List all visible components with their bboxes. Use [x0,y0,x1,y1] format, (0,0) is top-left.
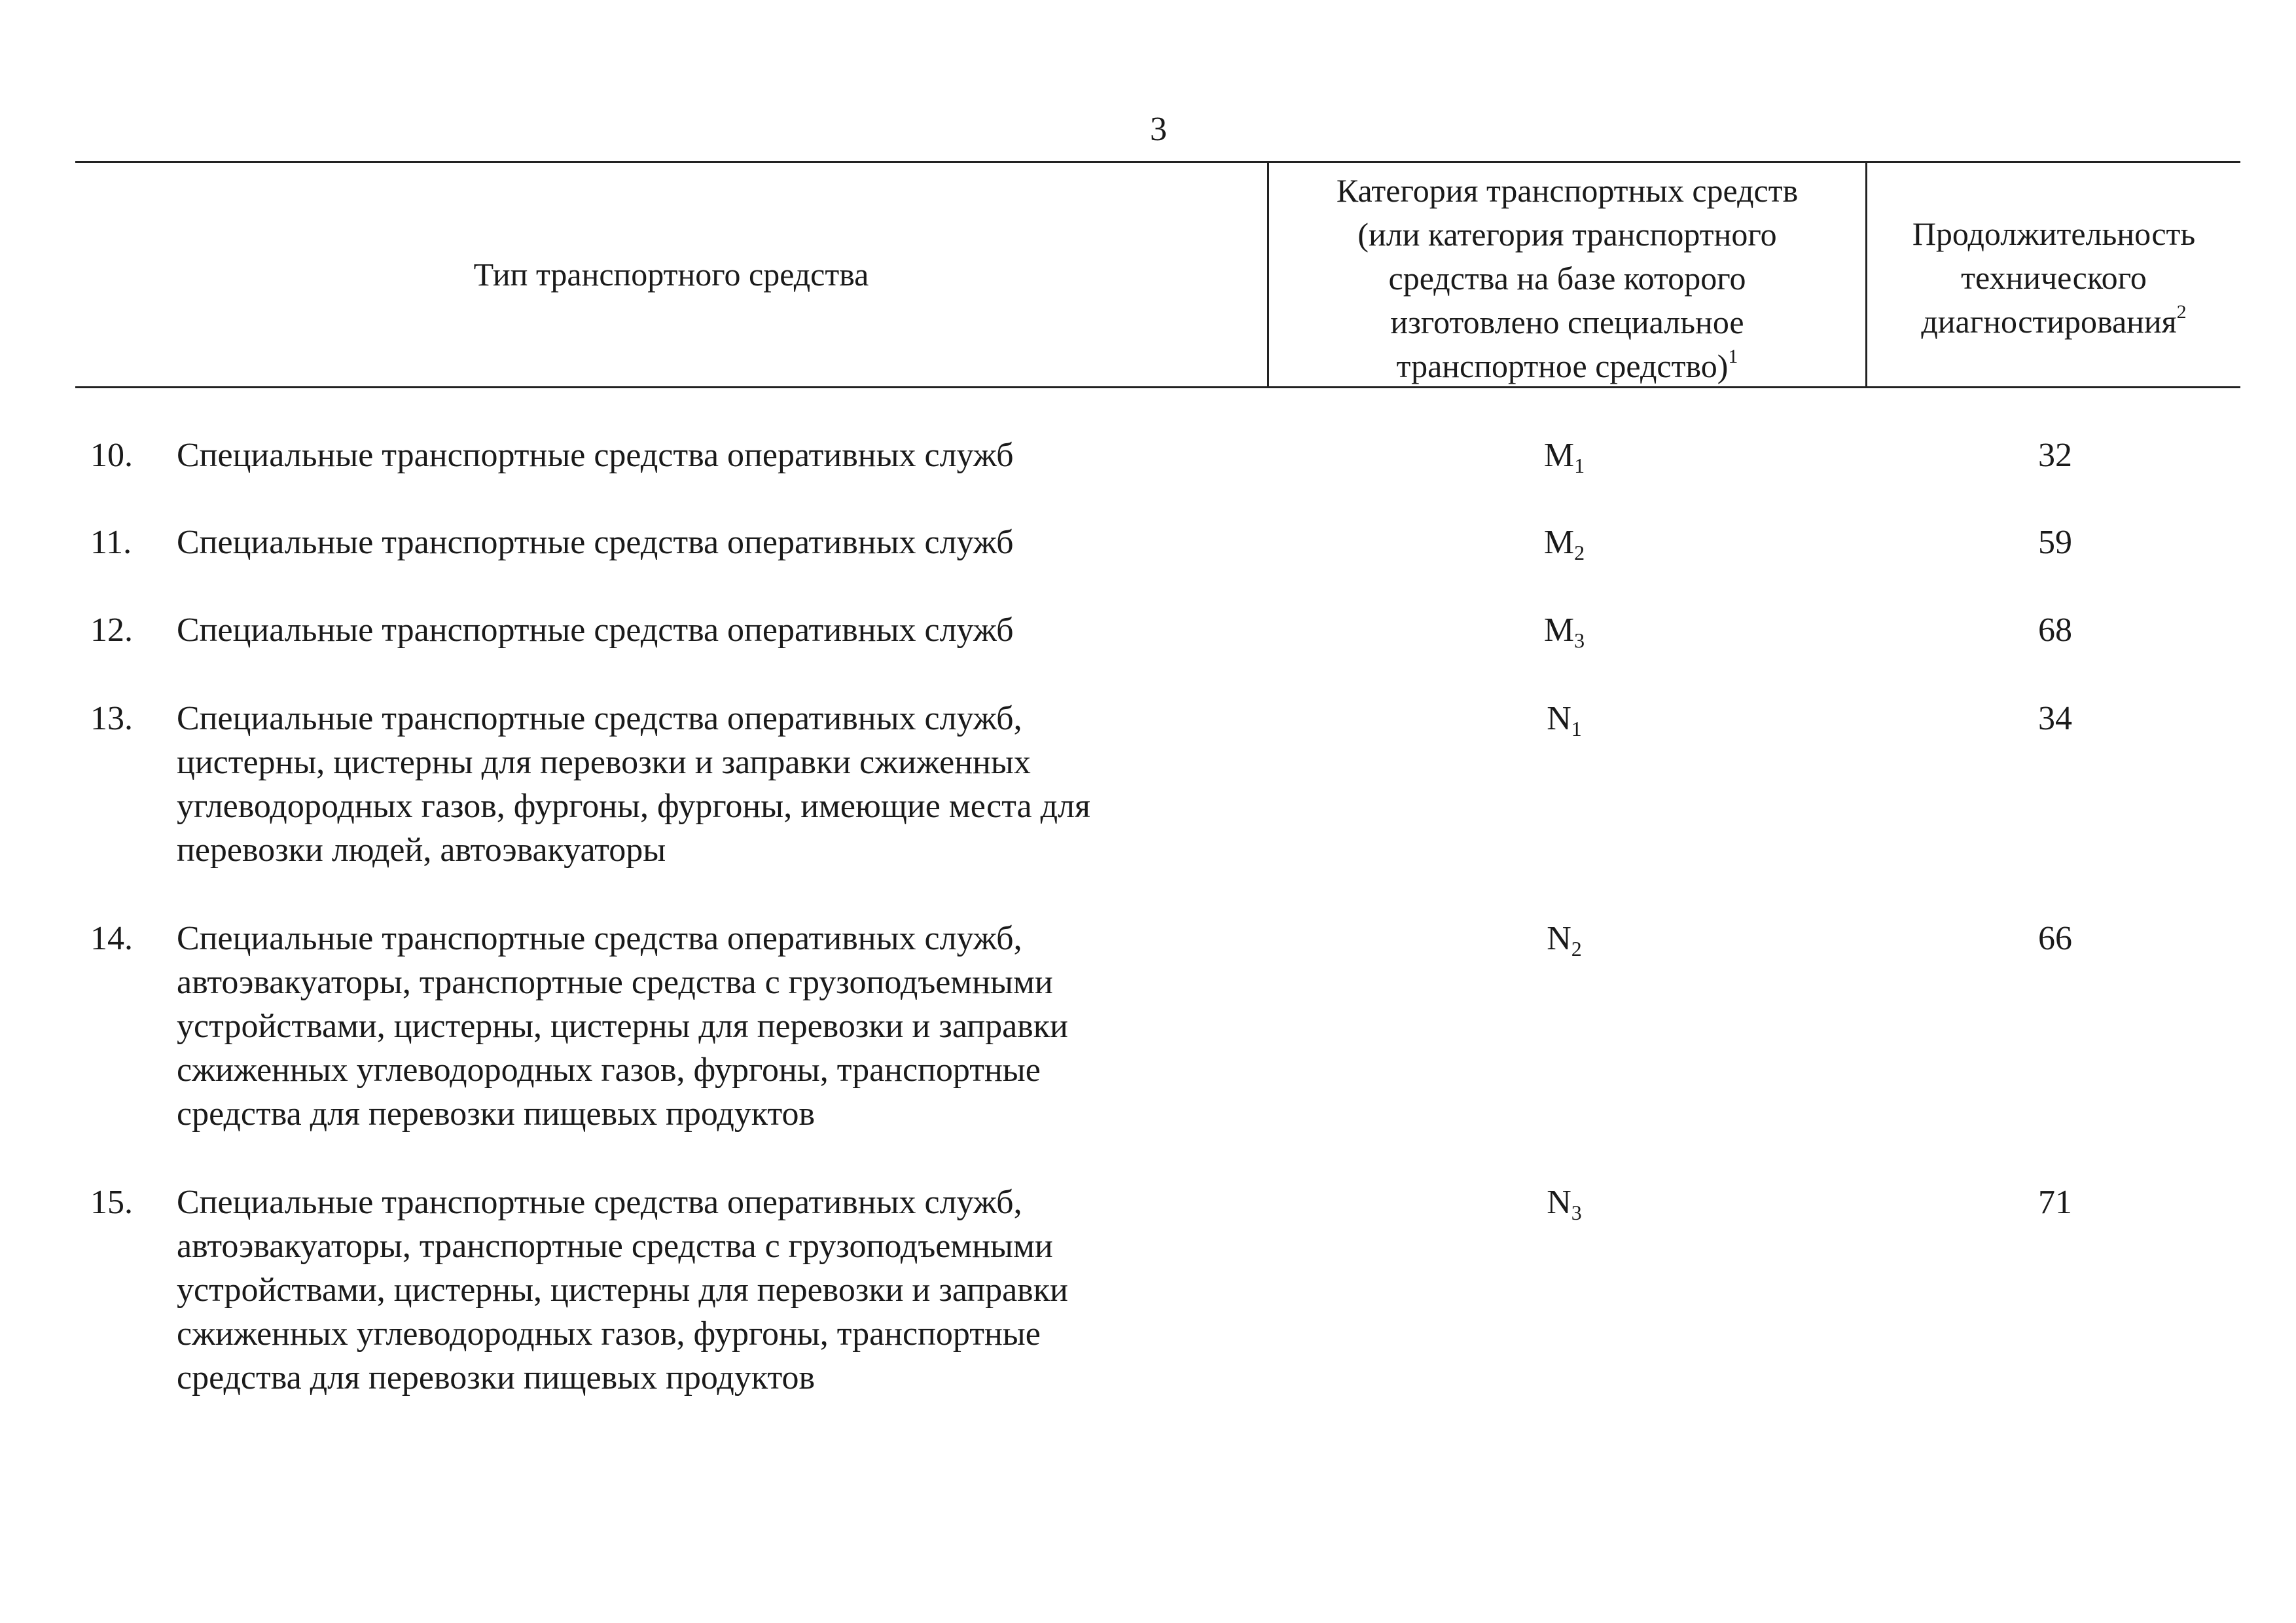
row-number: 15. [90,1184,133,1221]
category-subscript: 3 [1571,1201,1582,1224]
category-letter: N [1547,700,1571,737]
row-number: 14. [90,920,133,957]
header-duration-line: Продолжительность [1912,215,2196,252]
row-number: 13. [90,700,133,737]
category-letter: M [1543,437,1575,474]
row-type [177,1180,1250,1400]
row-type [177,917,1250,1136]
category-subscript: 2 [1571,937,1582,960]
header-category [1269,169,1865,388]
header-duration [1867,212,2240,344]
category-subscript: 3 [1574,629,1585,652]
row-type-line: Специальные транспортные средства оперативных служб, [177,920,1022,957]
row-type-line: автоэвакуаторы, транспортные средства с грузоподъемными [177,1228,1053,1265]
row-type-line: Специальные транспортные средства оперативных служб, [177,700,1022,737]
row-type-line: перевозки людей, автоэвакуаторы [177,831,666,869]
row-duration: 32 [2038,437,2072,474]
footnote-marker: 2 [2176,301,2187,323]
header-category-line: Категория транспортных средств [1336,172,1799,209]
category-letter: M [1543,524,1575,561]
category-letter: M [1543,611,1575,649]
row-number: 10. [90,437,133,474]
row-duration: 59 [2038,524,2072,561]
row-type-line: сжиженных углеводородных газов, фургоны, транспортные [177,1051,1041,1089]
row-number: 12. [90,611,133,649]
header-type-label: Тип транспортного средства [473,256,869,293]
row-category [1499,520,1630,564]
footnote-marker: 1 [1728,346,1738,367]
row-duration: 34 [2038,700,2072,737]
row-type-line: автоэвакуаторы, транспортные средства с грузоподъемными [177,964,1053,1001]
category-subscript: 1 [1574,454,1585,477]
header-category-line: изготовлено специальное [1390,304,1744,340]
category-letter: N [1547,920,1571,957]
header-duration-line: технического [1961,259,2147,296]
header-category-line: транспортное средство) [1396,348,1729,384]
header-type [75,253,1267,297]
row-type-line: углеводородных газов, фургоны, фургоны, имеющие места для [177,788,1090,825]
row-type-line: устройствами, цистерны, цистерны для перевозки и заправки [177,1008,1068,1045]
row-type [177,433,1250,477]
header-category-line: (или категория транспортного [1357,216,1777,253]
row-number: 11. [90,524,132,561]
category-letter: N [1547,1184,1571,1221]
row-type-line: средства для перевозки пищевых продуктов [177,1095,816,1133]
row-type-line: Специальные транспортные средства оперативных служб, [177,1184,1022,1221]
row-type-line: сжиженных углеводородных газов, фургоны, транспортные [177,1315,1041,1353]
row-category [1499,433,1630,477]
row-type-line: Специальные транспортные средства оперативных служб [177,437,1014,474]
category-subscript: 1 [1571,717,1582,740]
row-type [177,520,1250,564]
row-category [1499,697,1630,740]
header-category-line: средства на базе которого [1388,260,1746,297]
row-type-line: устройствами, цистерны, цистерны для перевозки и заправки [177,1271,1068,1309]
row-type-line: средства для перевозки пищевых продуктов [177,1359,816,1396]
row-duration: 71 [2038,1184,2072,1221]
row-type-line: Специальные транспортные средства оперативных служб [177,524,1014,561]
row-duration: 66 [2038,920,2072,957]
row-type [177,608,1250,652]
table-header-bottom-rule [75,386,2240,388]
row-category [1499,608,1630,652]
row-type [177,697,1250,872]
row-category [1499,917,1630,960]
table-top-rule [75,161,2240,163]
header-duration-line: диагностирования [1921,303,2177,340]
row-category [1499,1180,1630,1224]
page-number: 3 [1150,111,1167,148]
row-type-line: Специальные транспортные средства оперативных служб [177,611,1014,649]
row-type-line: цистерны, цистерны для перевозки и заправки сжиженных [177,744,1031,781]
row-duration: 68 [2038,611,2072,649]
category-subscript: 2 [1574,541,1585,564]
